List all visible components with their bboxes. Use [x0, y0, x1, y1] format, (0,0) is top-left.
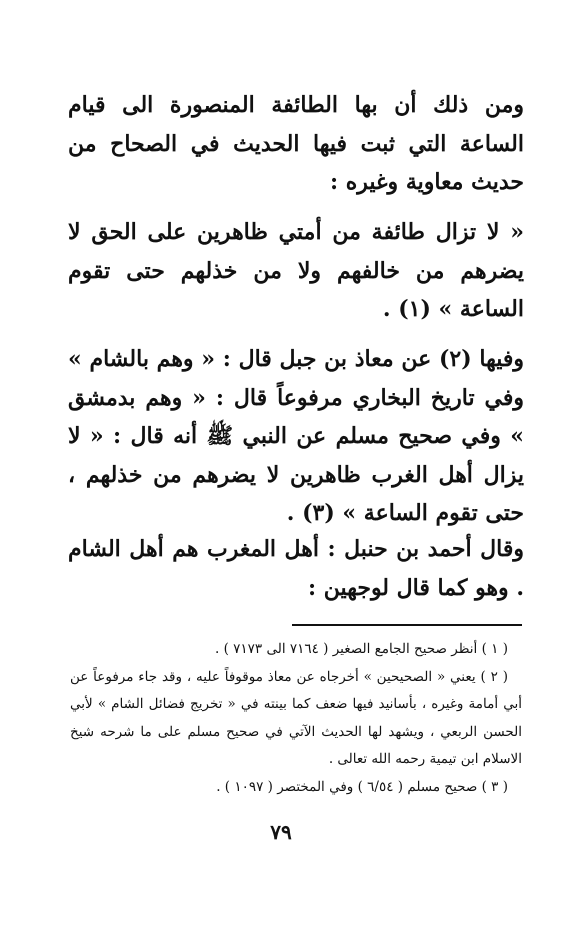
footnote-separator [292, 624, 522, 626]
hadith-quote-paragraph: « لا تزال طائفة من أمتي ظاهرين على الحق لا يضرهم من خالفهم ولا من خذلهم حتى تقوم الساعة » (١) . [68, 219, 524, 322]
footnotes-section [70, 636, 522, 801]
page-number: ٧٩ [270, 820, 292, 844]
body-paragraph-3: وفيها (٢) عن معاذ بن جبل قال : « وهم بالشام » وفي تاريخ البخاري مرفوعاً قال : « وهم بدمشق » وفي صحيح مسلم عن النبي ﷺ أنه قال : « لا يزال أهل الغرب ظاهرين لا يضرهم من خذلهم ، حتى تقوم الساعة » (٣) . [68, 346, 524, 526]
body-paragraph-4: وقال أحمد بن حنبل : أهل المغرب هم أهل الشام . وهو كما قال لوجهين : [68, 536, 524, 601]
footnote-1: ( ١ ) أنظر صحيح الجامع الصغير ( ٧١٦٤ الى ٧١٧٣ ) . [215, 641, 508, 657]
footnote-2: ( ٢ ) يعني « الصحيحين » أخرجاه عن معاذ موقوفاً عليه ، وقد جاء مرفوعاً عن أبي أمامة وغيره ، بأسانيد فيها ضعف كما بينته في « تخريج فضائل الشام » لأبي الحسن الربعي ، ويشهد لها الحديث الآتي في صحيح مسلم على ما شرحه شيخ الاسلام ابن تيمية رحمه الله تعالى . [70, 668, 522, 767]
footnote-3: ( ٣ ) صحيح مسلم ( ٦/٥٤ ) وفي المختصر ( ١٠٩٧ ) . [216, 778, 508, 795]
body-paragraph-1: ومن ذلك أن بها الطائفة المنصورة الى قيام الساعة التي ثبت فيها الحديث في الصحاح من حديث معاوية وغيره : [68, 92, 524, 195]
